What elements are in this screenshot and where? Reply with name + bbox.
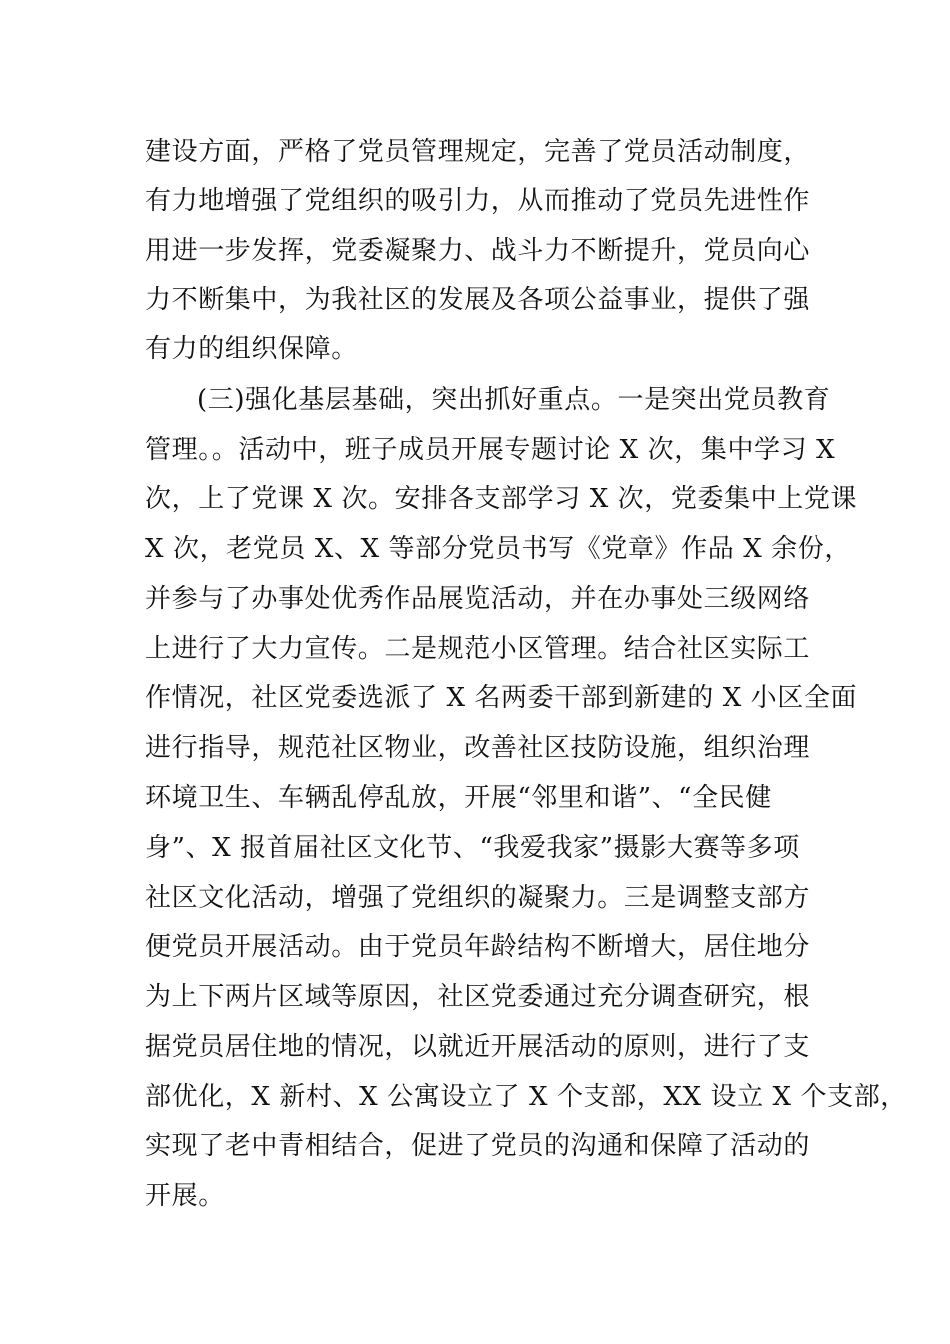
text-line-3: 用进一步发挥，党委凝聚力、战斗力不断提升，党员向心 [145,236,811,266]
text-line-19: 据党员居住地的情况，以就近开展活动的原则，进行了支 [145,1032,811,1062]
text-line-9: X 次，老党员 X、X 等部分党员书写《党章》作品 X 余份， [145,534,851,564]
text-line-18: 为上下两片区域等原因，社区党委通过充分调查研究，根 [145,982,811,1012]
text-line-16: 社区文化活动，增强了党组织的凝聚力。三是调整支部方 [145,883,811,913]
text-line-10: 并参与了办事处优秀作品展览活动，并在办事处三级网络 [145,584,811,614]
text-line-8: 次，上了党课 X 次。安排各支部学习 X 次，党委集中上党课 [145,484,858,514]
text-line-7: 管理。。活动中，班子成员开展专题讨论 X 次，集中学习 X [145,435,836,465]
text-line-1: 建设方面，严格了党员管理规定，完善了党员活动制度， [145,137,811,167]
text-line-15: 身”、X 报首届社区文化节、“我爱我家”摄影大赛等多项 [145,833,800,863]
text-line-5: 有力的组织保障。 [145,334,358,364]
text-line-4: 力不断集中，为我社区的发展及各项公益事业，提供了强 [145,285,811,315]
text-line-21: 实现了老中青相结合，促进了党员的沟通和保障了活动的 [145,1131,811,1161]
text-line-2: 有力地增强了党组织的吸引力，从而推动了党员先进性作 [145,186,811,216]
paragraph-start-line: (三)强化基层基础，突出抓好重点。一是突出党员教育 [197,385,831,415]
text-line-11: 上进行了大力宣传。二是规范小区管理。结合社区实际工 [145,634,811,664]
text-line-14: 环境卫生、车辆乱停乱放，开展“邻里和谐”、“全民健 [145,783,772,813]
text-line-12: 作情况，社区党委选派了 X 名两委干部到新建的 X 小区全面 [145,683,858,713]
text-line-13: 进行指导，规范社区物业，改善社区技防设施，组织治理 [145,733,811,763]
text-line-22: 开展。 [145,1181,225,1211]
text-line-17: 便党员开展活动。由于党员年龄结构不断增大，居住地分 [145,932,811,962]
text-line-20: 部优化，X 新村、X 公寓设立了 X 个支部，XX 设立 X 个支部， [145,1082,907,1112]
